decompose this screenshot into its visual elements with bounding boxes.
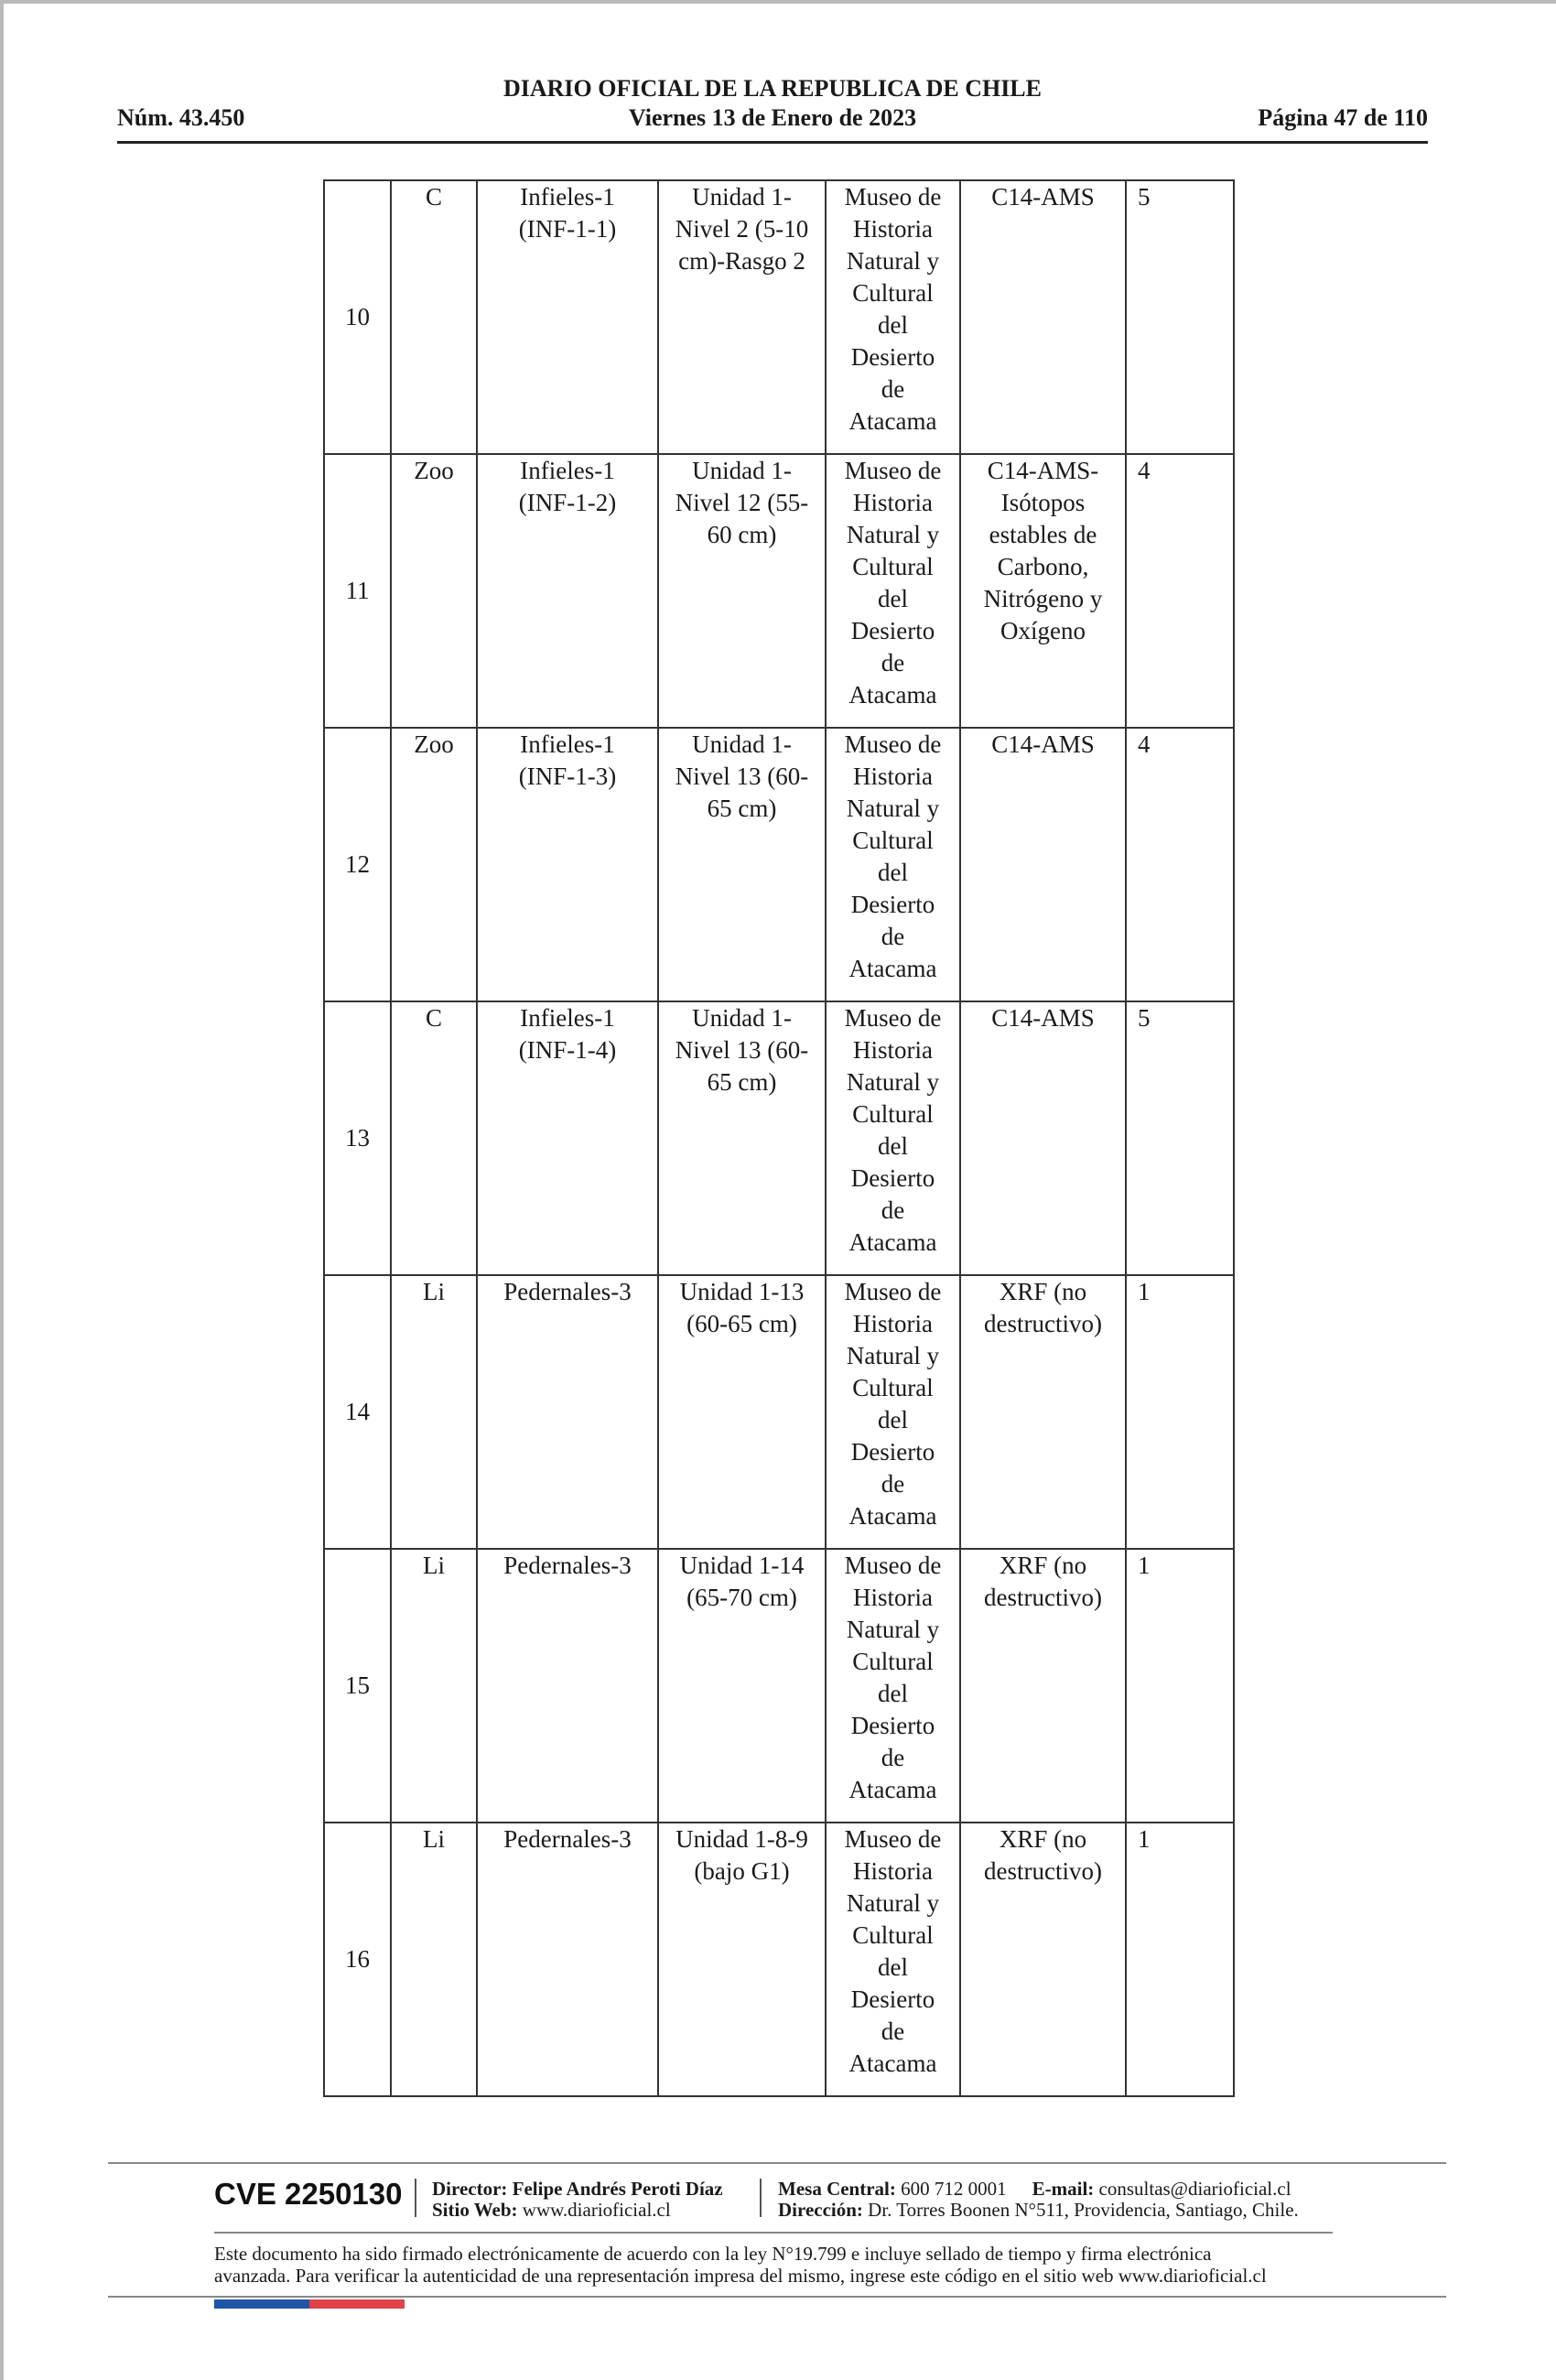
cell-quantity: 5 [1126,180,1234,454]
cell-unit [658,1275,826,1549]
cell-text-line: Cultural [852,1100,934,1128]
footer-separator [760,2179,762,2217]
cell-text-line: Nitrógeno y [983,585,1103,612]
cell-text-line: Pedernales-3 [503,1552,632,1579]
issue-number: Núm. 43.450 [117,104,245,131]
cell-unit [658,1823,826,2096]
cell-text-line: Historia [853,215,933,243]
footer-divider-bottom [108,2296,1446,2298]
cell-number: 13 [324,1001,391,1275]
website-label: Sitio Web: [432,2199,518,2221]
cell-quantity: 1 [1126,1549,1234,1823]
cell-text-line: 65 cm) [707,795,777,822]
cell-unit [658,180,826,454]
table-row [324,180,1234,454]
samples-table [323,179,1235,2097]
cell-number: 16 [324,1823,391,2096]
cell-quantity: 5 [1126,1001,1234,1275]
cell-text-line: cm)-Rasgo 2 [678,247,805,275]
footer-divider-top [108,2162,1446,2164]
cell-text-line: de [881,2018,905,2045]
cell-text-line: Infieles-1 [520,1004,615,1032]
cell-text-line: Nivel 13 (60- [675,1036,809,1064]
cell-category: Li [391,1549,477,1823]
cell-text-line: Historia [853,763,933,790]
cell-text-line: Pedernales-3 [503,1825,632,1853]
cell-text-line: del [878,1680,908,1707]
cell-analysis [960,1823,1126,2096]
table-row [324,1549,1234,1823]
cell-unit [658,454,826,728]
cell-text-line: Natural y [846,795,940,822]
cell-analysis [960,180,1126,454]
cell-analysis [960,1549,1126,1823]
cell-site [477,454,658,728]
cell-text-line: Desierto [850,343,935,371]
cell-text-line: (65-70 cm) [686,1584,797,1611]
cell-text-line: del [878,311,908,339]
cell-text-line: Desierto [850,617,935,644]
cell-site [477,728,658,1001]
cell-text-line: (INF-1-2) [518,489,617,516]
cell-text-line: Cultural [852,1374,934,1401]
cell-text-line: Nivel 12 (55- [675,489,809,516]
cell-text-line: Cultural [852,279,934,307]
cell-text-line: Desierto [850,1712,935,1739]
cell-text-line: Natural y [846,247,940,275]
director-name: Felipe Andrés Peroti Díaz [512,2178,723,2200]
cell-category: Zoo [391,454,477,728]
cell-text-line: Cultural [852,827,934,854]
cell-text-line: Historia [853,489,933,516]
publication-title: DIARIO OFICIAL DE LA REPUBLICA DE CHILE [502,75,1042,102]
cell-text-line: Unidad 1-13 [679,1278,805,1305]
cell-text-line: Atacama [848,1228,937,1256]
cell-text-line: (60-65 cm) [686,1310,797,1337]
cell-text-line: del [878,1132,908,1160]
footer-divider-middle [214,2232,1333,2234]
cell-text-line: Atacama [848,1776,937,1803]
email-link[interactable]: consultas@diarioficial.cl [1098,2178,1291,2200]
cell-text-line: 65 cm) [707,1068,777,1096]
cell-text-line: Historia [853,1584,933,1611]
cell-text-line: de [881,1470,905,1498]
cell-text-line: Cultural [852,1648,934,1675]
cell-category: C [391,1001,477,1275]
cell-text-line: XRF (no [999,1278,1087,1305]
cell-text-line: Unidad 1- [692,730,792,758]
cell-text-line: Carbono, [997,553,1089,580]
cell-text-line: Historia [853,1036,933,1064]
cell-category: Li [391,1823,477,2096]
mesa-phone: 600 712 0001 [901,2178,1007,2200]
cell-text-line: de [881,1196,905,1224]
cell-museum [826,180,960,454]
cell-text-line: Desierto [850,1164,935,1192]
address-value: Dr. Torres Boonen N°511, Providencia, Santiago, Chile. [868,2199,1299,2221]
cell-text-line: del [878,1406,908,1433]
cell-text-line: Nivel 13 (60- [675,763,809,790]
footer-director-block [432,2179,723,2221]
cell-text-line: Infieles-1 [520,183,615,211]
cell-text-line: Museo de [844,1278,942,1305]
cell-text-line: (INF-1-1) [518,215,617,243]
cell-text-line: estables de [989,521,1097,548]
legal-notice-line: Este documento ha sido firmado electrónicamente de acuerdo con la ley N°19.799 e incluye sellado de tiempo y firma electrónica [214,2243,1212,2265]
cell-text-line: Museo de [844,730,942,758]
cell-analysis [960,454,1126,728]
cell-category: Zoo [391,728,477,1001]
cell-text-line: de [881,375,905,403]
director-label: Director: [432,2178,508,2200]
cell-category: C [391,180,477,454]
cell-number: 15 [324,1549,391,1823]
flag-stripe-red [309,2299,405,2309]
cell-text-line: Natural y [846,1889,940,1917]
cell-museum [826,1001,960,1275]
cell-text-line: Desierto [850,1438,935,1466]
cell-museum [826,1275,960,1549]
cell-text-line: C14-AMS- [987,457,1099,484]
cell-site [477,1275,658,1549]
cell-text-line: del [878,1953,908,1981]
cell-unit [658,1001,826,1275]
cell-text-line: XRF (no [999,1825,1087,1853]
cell-text-line: Atacama [848,955,937,982]
website-link[interactable]: www.diarioficial.cl [522,2199,671,2221]
cell-number: 14 [324,1275,391,1549]
cell-text-line: Historia [853,1310,933,1337]
cell-site [477,1001,658,1275]
cell-text-line: Desierto [850,1985,935,2013]
cell-text-line: Infieles-1 [520,730,615,758]
cell-text-line: Unidad 1-14 [679,1552,805,1579]
cell-text-line: Isótopos [1000,489,1086,516]
cell-text-line: Pedernales-3 [503,1278,632,1305]
cell-text-line: Atacama [848,681,937,709]
cell-number: 11 [324,454,391,728]
cell-text-line: Unidad 1- [692,183,792,211]
cell-text-line: (INF-1-3) [518,763,617,790]
cell-text-line: de [881,923,905,950]
legal-notice-line: avanzada. Para verificar la autenticidad de una representación impresa del mismo, ingrese este código en el sitio web www.diarioficial.cl [214,2265,1267,2287]
cell-text-line: Oxígeno [1000,617,1086,644]
cell-unit [658,1549,826,1823]
cell-museum [826,728,960,1001]
cell-analysis [960,728,1126,1001]
mesa-label: Mesa Central: [778,2178,896,2200]
cell-text-line: destructivo) [984,1310,1102,1337]
cell-quantity: 4 [1126,454,1234,728]
cell-museum [826,1823,960,2096]
cell-text-line: Atacama [848,1502,937,1530]
cell-text-line: de [881,649,905,676]
page-number: Página 47 de 110 [1258,104,1428,131]
flag-stripe-blue [214,2299,309,2309]
cell-text-line: Desierto [850,891,935,918]
table-row [324,728,1234,1001]
cell-text-line: Unidad 1- [692,1004,792,1032]
samples-table-body [324,180,1234,2096]
page-header [117,75,1428,143]
cell-text-line: Museo de [844,1004,942,1032]
footer-contact-block [778,2179,1299,2221]
cell-text-line: (INF-1-4) [518,1036,617,1064]
cell-text-line: destructivo) [984,1584,1102,1611]
cell-text-line: 60 cm) [707,521,777,548]
cell-text-line: Cultural [852,1921,934,1949]
cell-text-line: Nivel 2 (5-10 [675,215,809,243]
cell-quantity: 1 [1126,1823,1234,2096]
cell-text-line: Infieles-1 [520,457,615,484]
cell-site [477,1823,658,2096]
cell-quantity: 1 [1126,1275,1234,1549]
cell-text-line: XRF (no [999,1552,1087,1579]
table-row [324,1275,1234,1549]
cell-museum [826,1549,960,1823]
cell-site [477,180,658,454]
table-row [324,1001,1234,1275]
footer-separator [415,2179,416,2217]
cell-unit [658,728,826,1001]
cell-text-line: del [878,585,908,612]
cell-analysis [960,1275,1126,1549]
cell-text-line: C14-AMS [991,1004,1095,1032]
cell-site [477,1549,658,1823]
cell-number: 10 [324,180,391,454]
issue-date: Viernes 13 de Enero de 2023 [628,104,917,131]
cell-text-line: Museo de [844,457,942,484]
cell-text-line: Unidad 1- [692,457,792,484]
cell-number: 12 [324,728,391,1001]
address-label: Dirección: [778,2199,863,2221]
legal-notice [214,2243,1349,2287]
email-label: E-mail: [1032,2178,1095,2200]
cell-quantity: 4 [1126,728,1234,1001]
cell-text-line: destructivo) [984,1857,1102,1885]
cell-text-line: C14-AMS [991,730,1095,758]
header-divider [117,141,1428,144]
cell-text-line: Natural y [846,1616,940,1643]
cell-text-line: Historia [853,1857,933,1885]
cell-analysis [960,1001,1126,1275]
cell-museum [826,454,960,728]
cve-code: CVE 2250130 [214,2177,403,2211]
cell-text-line: Natural y [846,521,940,548]
cell-text-line: Museo de [844,1552,942,1579]
cell-text-line: de [881,1744,905,1771]
table-row [324,1823,1234,2096]
table-row [324,454,1234,728]
cell-category: Li [391,1275,477,1549]
cell-text-line: Natural y [846,1342,940,1369]
cell-text-line: Unidad 1-8-9 [675,1825,808,1853]
cell-text-line: Natural y [846,1068,940,1096]
cell-text-line: Cultural [852,553,934,580]
cell-text-line: Atacama [848,2050,937,2077]
cell-text-line: Museo de [844,1825,942,1853]
cell-text-line: Museo de [844,183,942,211]
cell-text-line: C14-AMS [991,183,1095,211]
cell-text-line: (bajo G1) [694,1857,790,1885]
cell-text-line: Atacama [848,407,937,435]
cell-text-line: del [878,859,908,886]
